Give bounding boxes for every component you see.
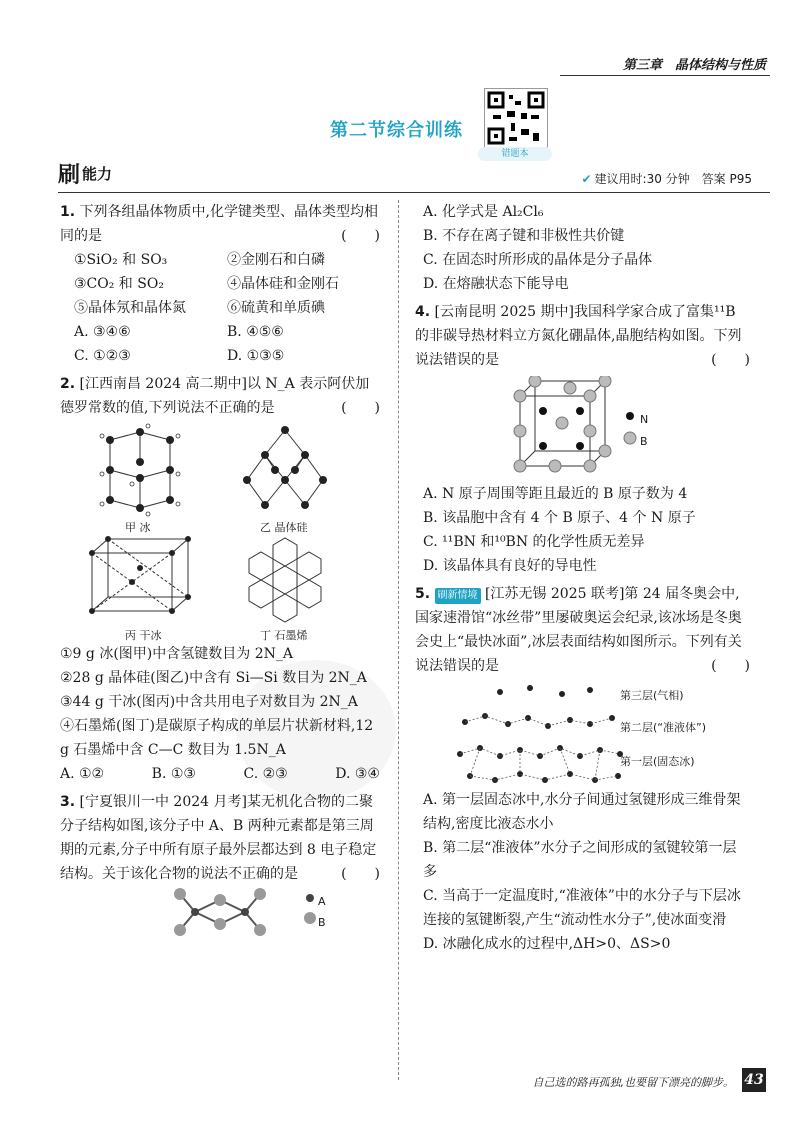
q1-stem: 下列各组晶体物质中,化学键类型、晶体类型均相同的是 (60, 204, 378, 244)
q5-layer-label: 第三层(气相) (620, 689, 684, 702)
section-title: 第二节综合训练 (330, 120, 463, 141)
q4-figure (415, 372, 750, 482)
q1-items (60, 248, 380, 368)
header-rule (560, 75, 770, 76)
q4-answer-paren: ( ) (711, 352, 750, 368)
q2-item: ④石墨烯(图丁)是碳原子构成的单层片状新材料,12 g 石墨烯中含 C—C 数目为 1.5N_A (60, 718, 374, 758)
q2-fig-label-silicon: 乙 晶体硅 (260, 521, 308, 534)
q3-legend-b: B (318, 916, 326, 929)
q1-item: ③CO₂ 和 SO₂ (74, 276, 164, 292)
q5-context-tag: 刷新情境 (435, 588, 481, 604)
brand-logo (58, 158, 112, 188)
q5-options (415, 788, 750, 956)
q3-number: 3. (60, 794, 76, 810)
q5-ice-layers (450, 680, 630, 788)
q5-layer-label: 第二层(“准液体”) (620, 721, 706, 734)
left-column (60, 200, 380, 936)
q1-option-c[interactable]: C. ①②③ (74, 348, 131, 364)
time-label: 建议用时:30 分钟 答案 P95 (594, 172, 752, 186)
q5-option-a[interactable]: A. 第一层固态冰中,水分子间通过氢键形成三维骨架结构,密度比液态水小 (423, 792, 741, 832)
q4-option-a[interactable]: A. N 原子周围等距且最近的 B 原子数为 4 (423, 486, 688, 502)
check-icon: ✔ (581, 172, 592, 186)
q5-number: 5. (415, 586, 431, 602)
brand-sub: 能力 (82, 164, 113, 183)
q4-legend-b: B (640, 435, 648, 448)
q2-figures (70, 420, 380, 642)
qr-caption: 错题本 (478, 147, 552, 161)
q2-fig-label-graphene: 丁 石墨烯 (260, 629, 308, 642)
ice-structure (100, 424, 180, 516)
dry-ice-structure (89, 536, 191, 614)
right-column (415, 200, 750, 956)
q3-stem: [宁夏银川一中 2024 月考]某无机化合物的二聚分子结构如图,该分子中 A、B 两种元素都是第三周期的元素,分子中所有原子最外层都达到 8 电子稳定结构。关于该化合物的说法不正确的是 (60, 794, 377, 882)
q2-fig-label-ice: 甲 冰 (125, 521, 151, 534)
q3-dimer-structure (160, 886, 360, 936)
q2-item: ①9 g 冰(图甲)中含氢键数目为 2N_A (60, 646, 293, 662)
q2-option-a[interactable]: A. ①② (60, 766, 105, 782)
q3-answer-paren: ( ) (341, 866, 380, 882)
q1-item: ⑥硫黄和单质碘 (227, 300, 325, 316)
q5-layer-label: 第一层(固态冰) (620, 755, 695, 768)
q3-option-a[interactable]: A. 化学式是 Al₂Cl₆ (423, 204, 544, 220)
q5-option-c[interactable]: C. 当高于一定温度时,“准液体”中的水分子与下层冰连接的氢键断裂,产生“流动性水分子”,使冰面变滑 (423, 888, 741, 928)
q1-answer-paren: ( ) (341, 228, 380, 244)
q4-stem: [云南昆明 2025 期中]我国科学家合成了富集¹¹B 的非碳导热材料立方氮化硼晶体,晶胞结构如图。下列说法错误的是 (415, 304, 742, 368)
top-rule (58, 192, 770, 193)
q2-options (60, 762, 380, 786)
q1-option-d[interactable]: D. ①③⑤ (227, 348, 285, 364)
question-5 (415, 582, 750, 956)
q2-item: ③44 g 干冰(图丙)中含共用电子对数目为 2N_A (60, 694, 358, 710)
q2-answer-paren: ( ) (341, 400, 380, 416)
q1-item: ①SiO₂ 和 SO₃ (74, 252, 168, 268)
q2-item: ②28 g 晶体硅(图乙)中含有 Si—Si 数目为 2N_A (60, 670, 367, 686)
q1-number: 1. (60, 204, 76, 220)
q2-fig-label-dry-ice: 丙 干冰 (125, 629, 162, 642)
q4-options (415, 482, 750, 578)
q5-option-d[interactable]: D. 冰融化成水的过程中,ΔH>0、ΔS>0 (423, 936, 671, 952)
footer-motto: 自己选的路再孤独,也要留下漂亮的脚步。 (532, 1076, 734, 1089)
q3-legend-a: A (318, 895, 326, 908)
silicon-structure (243, 426, 327, 509)
q3-option-b[interactable]: B. 不存在离子键和非极性共价键 (423, 228, 625, 244)
q2-option-d[interactable]: D. ③④ (335, 766, 380, 782)
page-number: 43 (742, 1068, 766, 1092)
q1-item: ②金刚石和白磷 (227, 252, 325, 268)
q4-bn-unit-cell (505, 376, 705, 486)
q4-number: 4. (415, 304, 431, 320)
q3-option-d[interactable]: D. 在熔融状态下能导电 (423, 276, 569, 292)
graphene-structure (249, 538, 321, 622)
q5-figure (415, 678, 750, 788)
brand-main: 刷 (58, 162, 81, 188)
q1-item: ⑤晶体氖和晶体氮 (74, 300, 186, 316)
question-4 (415, 300, 750, 578)
q2-option-b[interactable]: B. ①③ (151, 766, 196, 782)
chapter-title: 第三章 晶体结构与性质 (622, 58, 766, 73)
suggested-time (581, 170, 752, 187)
q2-structure-diagrams (70, 420, 370, 642)
question-3 (60, 790, 380, 936)
q1-option-a[interactable]: A. ③④⑥ (74, 324, 131, 340)
q2-option-c[interactable]: C. ②③ (243, 766, 288, 782)
q4-option-d[interactable]: D. 该晶体具有良好的导电性 (423, 558, 597, 574)
column-divider (398, 200, 399, 1080)
question-1 (60, 200, 380, 368)
q2-number: 2. (60, 376, 76, 392)
q4-option-c[interactable]: C. ¹¹BN 和¹⁰BN 的化学性质无差异 (423, 534, 645, 550)
q4-option-b[interactable]: B. 该晶胞中含有 4 个 B 原子、4 个 N 原子 (423, 510, 696, 526)
q5-answer-paren: ( ) (711, 658, 750, 674)
q3-options (415, 200, 750, 296)
q4-legend-n: N (640, 413, 649, 426)
q3-figure (60, 886, 380, 936)
q5-option-b[interactable]: B. 第二层“准液体”水分子之间形成的氢键较第一层多 (423, 840, 737, 880)
q1-item: ④晶体硅和金刚石 (227, 276, 339, 292)
q5-stem: [江苏无锡 2025 联考]第 24 届冬奥会中,国家速滑馆“冰丝带”里屡破奥运会纪录,该冰场是冬奥会史上“最快冰面”,冰层表面结构如图所示。下列有关说法错误的是 (415, 586, 742, 674)
q2-stem: [江西南昌 2024 高二期中]以 N_A 表示阿伏加德罗常数的值,下列说法不正确的是 (60, 376, 370, 416)
q1-option-b[interactable]: B. ④⑤⑥ (227, 324, 284, 340)
qr-code[interactable] (484, 88, 548, 148)
q3-option-c[interactable]: C. 在固态时所形成的晶体是分子晶体 (423, 252, 653, 268)
question-2 (60, 372, 380, 786)
